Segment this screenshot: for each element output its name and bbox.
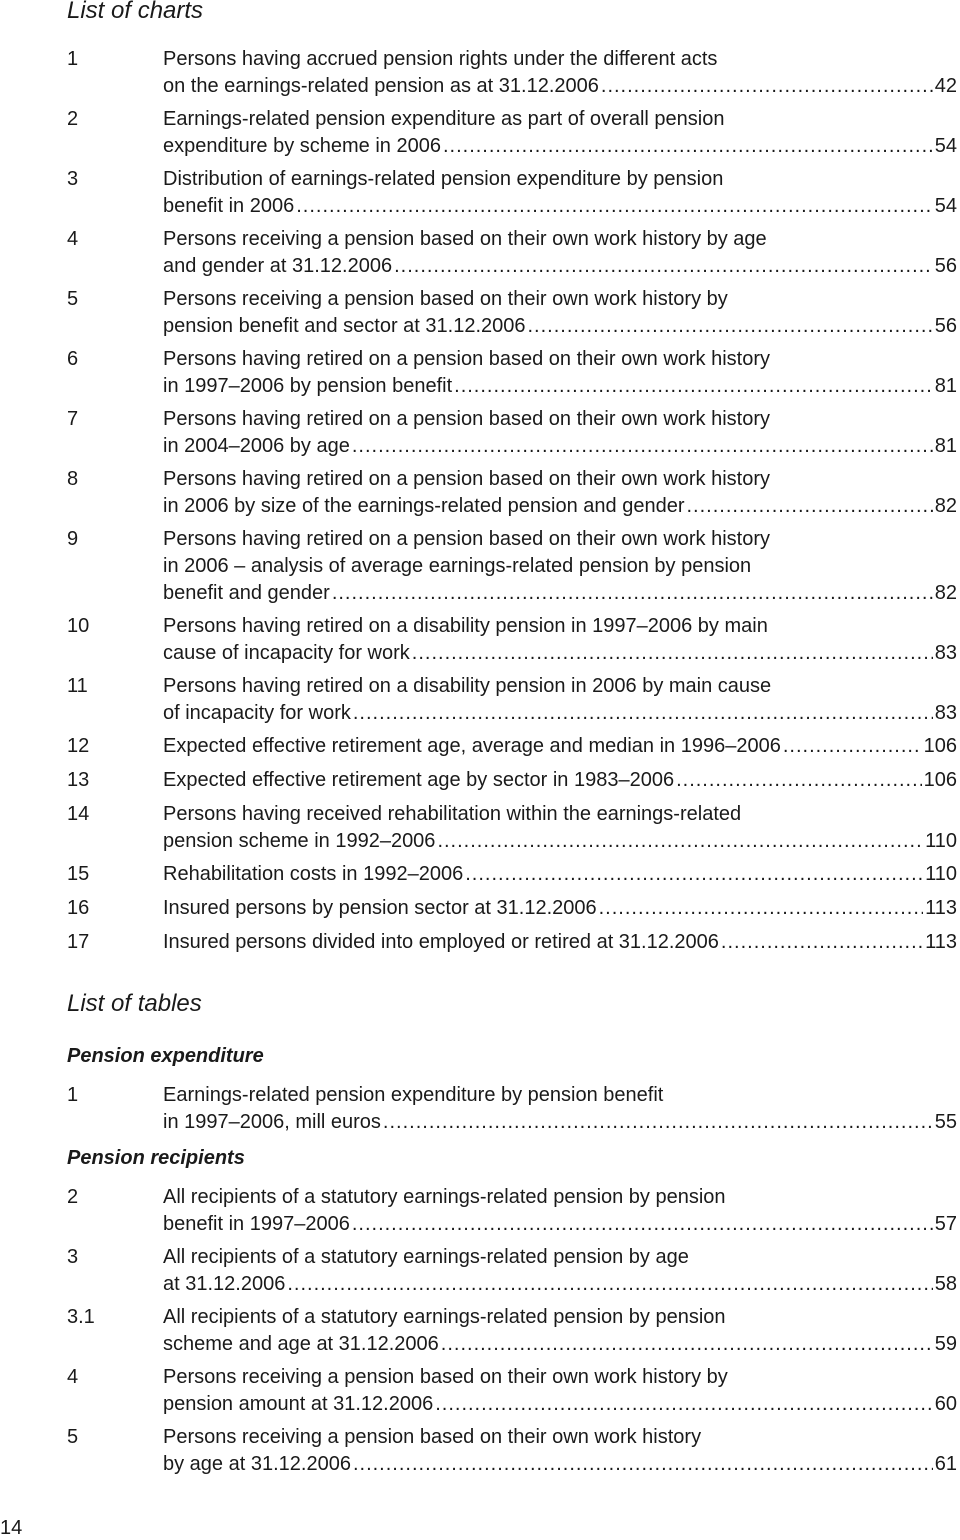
toc-entry: [67, 801, 957, 855]
section-title: Pension recipients: [67, 1147, 245, 1169]
dot-leader: [437, 828, 923, 855]
toc-entry: [67, 929, 957, 956]
tables-list: [67, 990, 957, 1484]
entry-number: 10: [67, 615, 90, 637]
entry-title-line: Earnings-related pension expenditure as part of overall pension: [163, 108, 725, 130]
toc-entry: [67, 767, 957, 794]
entry-page: 60: [934, 1393, 957, 1415]
dot-leader: [352, 433, 933, 460]
entry-number: 2: [67, 108, 79, 130]
entry-page: 55: [934, 1111, 957, 1133]
toc-entry: [67, 861, 957, 888]
entry-title-line: Persons receiving a pension based on their own work history: [163, 1426, 702, 1448]
entry-title-line: benefit in 2006: [163, 195, 295, 217]
entry-title-line: benefit in 1997–2006: [163, 1213, 350, 1235]
entry-page: 58: [934, 1273, 957, 1295]
toc-entry: [67, 1244, 957, 1298]
entry-title-line: All recipients of a statutory earnings-related pension by pension: [163, 1186, 726, 1208]
entry-page: 106: [923, 735, 957, 757]
entry-number: 15: [67, 863, 90, 885]
entry-title-line: Earnings-related pension expenditure by pension benefit: [163, 1084, 664, 1106]
entry-title-line: Insured persons by pension sector at 31.12.2006: [163, 897, 597, 919]
entry-page: 110: [925, 830, 957, 852]
entry-title-line: in 1997–2006 by pension benefit: [163, 375, 453, 397]
section-title: Pension expenditure: [67, 1045, 264, 1067]
entry-title-line: All recipients of a statutory earnings-related pension by age: [163, 1246, 689, 1268]
entry-last-line: [163, 1211, 957, 1238]
toc-entry: [67, 346, 957, 400]
entry-title-line: in 2006 – analysis of average earnings-related pension by pension: [163, 555, 752, 577]
entry-last-line: [163, 733, 957, 760]
entry-title-line: scheme and age at 31.12.2006: [163, 1333, 439, 1355]
entry-title-line: in 2004–2006 by age: [163, 435, 350, 457]
entry-title-line: pension scheme in 1992–2006: [163, 830, 436, 852]
dot-leader: [783, 733, 922, 760]
entry-number: 9: [67, 528, 79, 550]
entry-title-line: Persons having retired on a pension based on their own work history: [163, 468, 771, 490]
entry-last-line: [163, 929, 957, 956]
entry-page: 113: [925, 931, 957, 953]
toc-entry: [67, 286, 957, 340]
entry-title-line: Rehabilitation costs in 1992–2006: [163, 863, 464, 885]
entry-page: 59: [934, 1333, 957, 1355]
entry-title-line: Persons having retired on a disability pension in 2006 by main cause: [163, 675, 772, 697]
entry-number: 8: [67, 468, 79, 490]
entry-number: 5: [67, 288, 79, 310]
entry-title-line: benefit and gender: [163, 582, 330, 604]
entry-title-line: Insured persons divided into employed or retired at 31.12.2006: [163, 931, 719, 953]
entry-number: 2: [67, 1186, 79, 1208]
entry-page: 106: [923, 769, 957, 791]
entry-page: 110: [925, 863, 957, 885]
entry-number: 1: [67, 48, 79, 70]
toc-entry: [67, 733, 957, 760]
toc-entry: [67, 106, 957, 160]
entry-title-line: Persons having retired on a pension based on their own work history: [163, 408, 771, 430]
entry-last-line: [163, 373, 957, 400]
entry-last-line: [163, 580, 957, 607]
entry-title-line: pension benefit and sector at 31.12.2006: [163, 315, 526, 337]
toc-entry: [67, 406, 957, 460]
entry-last-line: [163, 895, 957, 922]
entry-title-line: Persons having received rehabilitation within the earnings-related: [163, 803, 742, 825]
entry-number: 3: [67, 168, 79, 190]
tables-sections: [67, 1044, 957, 1478]
table-section: [67, 1146, 957, 1478]
table-section: [67, 1044, 957, 1136]
entry-title-line: cause of incapacity for work: [163, 642, 410, 664]
toc-entry: [67, 1082, 957, 1136]
entry-number: 11: [67, 675, 88, 697]
toc-entry: [67, 673, 957, 727]
entry-number: 3: [67, 1246, 79, 1268]
dot-leader: [353, 700, 933, 727]
entry-page: 42: [934, 75, 957, 97]
dot-leader: [465, 861, 923, 888]
dot-leader: [599, 895, 923, 922]
toc-entry: [67, 895, 957, 922]
entry-title-line: pension amount at 31.12.2006: [163, 1393, 434, 1415]
entry-title-line: Persons having accrued pension rights under the different acts: [163, 48, 718, 70]
entry-title-line: Persons having retired on a pension based on their own work history: [163, 348, 771, 370]
toc-entry: [67, 1364, 957, 1418]
entry-title-line: at 31.12.2006: [163, 1273, 286, 1295]
entry-number: 5: [67, 1426, 79, 1448]
entry-page: 54: [934, 195, 957, 217]
entry-title-line: in 1997–2006, mill euros: [163, 1111, 381, 1133]
entry-last-line: [163, 253, 957, 280]
entry-page: 82: [934, 582, 957, 604]
entry-page: 54: [934, 135, 957, 157]
dot-leader: [287, 1271, 932, 1298]
entry-title-line: Persons receiving a pension based on their own work history by: [163, 288, 728, 310]
entry-number: 4: [67, 228, 79, 250]
dot-leader: [443, 133, 933, 160]
entry-last-line: [163, 861, 957, 888]
entry-title-line: Persons having retired on a disability pension in 1997–2006 by main: [163, 615, 768, 637]
charts-entries: [67, 46, 957, 963]
toc-entry: [67, 1184, 957, 1238]
entry-last-line: [163, 1271, 957, 1298]
dot-leader: [441, 1331, 933, 1358]
entry-title-line: in 2006 by size of the earnings-related pension and gender: [163, 495, 685, 517]
dot-leader: [394, 253, 933, 280]
toc-entry: [67, 1424, 957, 1478]
entry-page: 81: [934, 435, 957, 457]
toc-entry: [67, 46, 957, 100]
entry-number: 3.1: [67, 1306, 95, 1328]
charts-heading: List of charts: [67, 0, 204, 24]
entry-last-line: [163, 313, 957, 340]
entry-title-line: of incapacity for work: [163, 702, 351, 724]
entry-title-line: Persons receiving a pension based on their own work history by: [163, 1366, 728, 1388]
entry-number: 17: [67, 931, 90, 953]
entry-page: 56: [934, 255, 957, 277]
entry-title-line: Distribution of earnings-related pension expenditure by pension: [163, 168, 724, 190]
entry-last-line: [163, 767, 957, 794]
dot-leader: [296, 193, 933, 220]
tables-heading: List of tables: [67, 990, 202, 1017]
dot-leader: [383, 1109, 933, 1136]
dot-leader: [528, 313, 933, 340]
dot-leader: [676, 767, 922, 794]
entry-page: 57: [934, 1213, 957, 1235]
entry-page: 81: [934, 375, 957, 397]
entry-title-line: and gender at 31.12.2006: [163, 255, 393, 277]
toc-entry: [67, 466, 957, 520]
entry-page: 61: [934, 1453, 957, 1475]
dot-leader: [352, 1211, 933, 1238]
entry-title-line: by age at 31.12.2006: [163, 1453, 351, 1475]
entry-page: 83: [934, 642, 957, 664]
toc-entry: [67, 526, 957, 607]
entry-title-line: on the earnings-related pension as at 31.12.2006: [163, 75, 599, 97]
entry-number: 7: [67, 408, 79, 430]
entry-number: 16: [67, 897, 90, 919]
entry-title-line: Expected effective retirement age by sector in 1983–2006: [163, 769, 675, 791]
entry-last-line: [163, 1391, 957, 1418]
entry-number: 6: [67, 348, 79, 370]
entry-page: 113: [925, 897, 957, 919]
entry-last-line: [163, 433, 957, 460]
entry-last-line: [163, 700, 957, 727]
entry-title-line: Expected effective retirement age, average and median in 1996–2006: [163, 735, 781, 757]
entry-last-line: [163, 493, 957, 520]
dot-leader: [721, 929, 923, 956]
dot-leader: [601, 73, 933, 100]
entry-number: 13: [67, 769, 90, 791]
dot-leader: [435, 1391, 933, 1418]
entry-number: 14: [67, 803, 90, 825]
entry-number: 12: [67, 735, 90, 757]
entry-number: 4: [67, 1366, 79, 1388]
entry-last-line: [163, 1109, 957, 1136]
entry-number: 1: [67, 1084, 79, 1106]
entry-page: 82: [934, 495, 957, 517]
dot-leader: [412, 640, 933, 667]
entry-last-line: [163, 133, 957, 160]
page-number: 14: [0, 1517, 23, 1539]
entry-last-line: [163, 828, 957, 855]
entry-page: 56: [934, 315, 957, 337]
toc-entry: [67, 613, 957, 667]
dot-leader: [454, 373, 933, 400]
dot-leader: [332, 580, 933, 607]
entry-last-line: [163, 1451, 957, 1478]
entry-title-line: Persons receiving a pension based on their own work history by age: [163, 228, 767, 250]
entry-title-line: expenditure by scheme in 2006: [163, 135, 441, 157]
entry-page: 83: [934, 702, 957, 724]
dot-leader: [353, 1451, 933, 1478]
toc-entry: [67, 166, 957, 220]
entry-last-line: [163, 1331, 957, 1358]
toc-entry: [67, 1304, 957, 1358]
dot-leader: [686, 493, 932, 520]
entry-last-line: [163, 73, 957, 100]
entry-last-line: [163, 193, 957, 220]
entry-title-line: All recipients of a statutory earnings-related pension by pension: [163, 1306, 726, 1328]
entry-last-line: [163, 640, 957, 667]
toc-entry: [67, 226, 957, 280]
entry-title-line: Persons having retired on a pension based on their own work history: [163, 528, 771, 550]
